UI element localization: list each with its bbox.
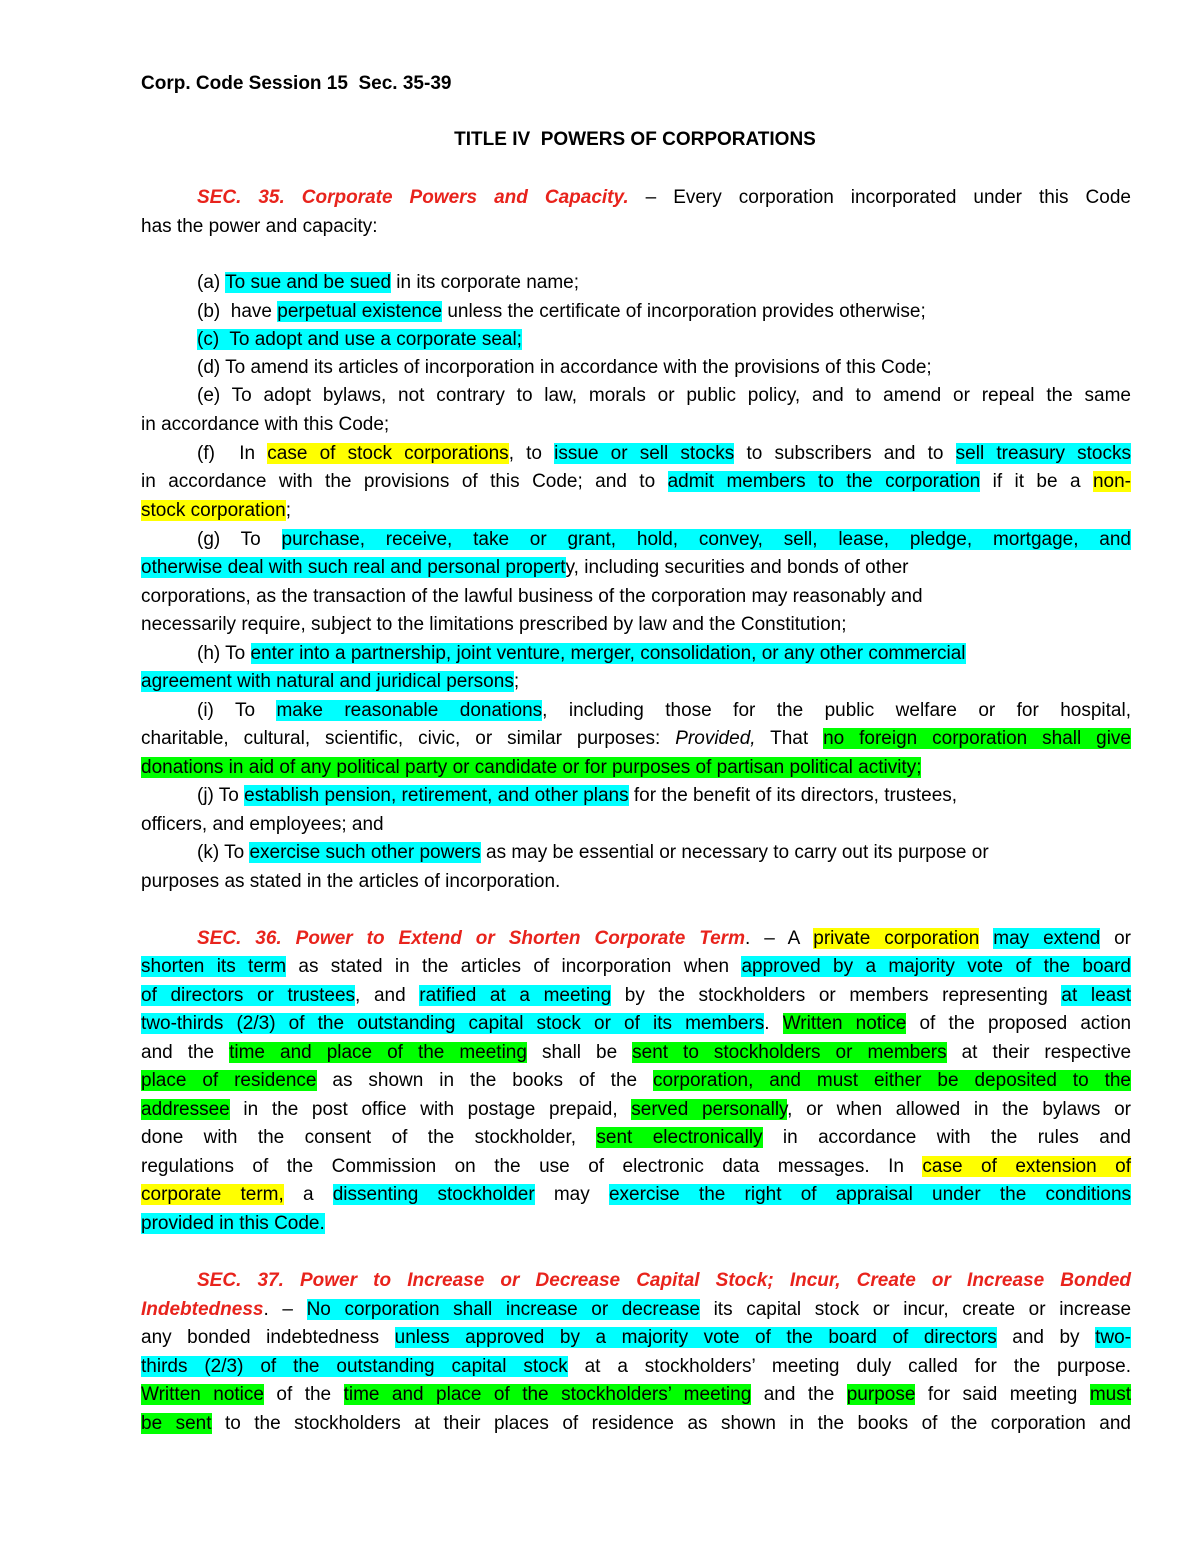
text-line (141, 497, 291, 525)
text-line (197, 184, 1131, 212)
text-segment: may (534, 1184, 609, 1205)
text-line (141, 1381, 1131, 1409)
highlighted-text: two- (1095, 1327, 1131, 1348)
section-heading: SEC. 36. Power to Extend or Shorten Corporate Term (197, 928, 745, 949)
text-segment: , or when allowed in the bylaws or (787, 1099, 1131, 1120)
highlighted-text: may extend (993, 928, 1101, 949)
text-segment: and by (996, 1327, 1096, 1348)
text-segment: for said meeting (915, 1384, 1090, 1405)
section-heading: SEC. 35. Corporate Powers and Capacity. (197, 187, 629, 208)
highlighted-text: enter into a partnership, joint venture, merger, consolidation, or any other commercial (250, 643, 966, 664)
text-segment: (b) have (197, 301, 278, 322)
highlighted-text: non- (1092, 471, 1131, 492)
text-segment: necessarily require, subject to the limitations prescribed by law and the Constitution; (141, 614, 847, 635)
highlighted-text: served personally (631, 1099, 788, 1120)
text-line (141, 668, 519, 696)
highlighted-text: To sue and be sued (225, 272, 392, 293)
text-segment: unless the certificate of incorporation provides otherwise; (442, 301, 926, 322)
highlighted-text: dissenting stockholder (332, 1184, 535, 1205)
text-segment: if it be a (980, 471, 1093, 492)
text-segment: by the stockholders or members representing (611, 985, 1062, 1006)
text-line (197, 269, 579, 297)
text-segment: , and (355, 985, 420, 1006)
text-segment: as stated in the articles of incorporation when (286, 956, 742, 977)
highlighted-text: (c) To adopt and use a corporate seal; (197, 329, 522, 350)
text-segment: ; (285, 500, 291, 521)
text-segment: of the (263, 1384, 344, 1405)
highlighted-text: sent to stockholders or members (632, 1042, 947, 1063)
text-line (141, 611, 846, 639)
text-line (197, 839, 989, 867)
text-segment: for the benefit of its directors, trustees, (628, 785, 958, 806)
highlighted-text: must (1089, 1384, 1131, 1405)
highlighted-text: sent electronically (596, 1127, 763, 1148)
text-segment: (h) To (197, 643, 251, 664)
text-line (197, 640, 966, 668)
highlighted-text: Written notice (141, 1384, 264, 1405)
text-segment: (g) To (197, 529, 282, 550)
highlighted-text: establish pension, retirement, and other plans (244, 785, 629, 806)
text-segment: (i) To (197, 700, 277, 721)
highlighted-text: time and place of the stockholders’ meeting (343, 1384, 752, 1405)
section-heading: SEC. 37. Power to Increase or Decrease Capital Stock; Incur, Create or Increase Bonded (197, 1270, 1131, 1291)
text-line (197, 354, 932, 382)
text-segment: to subscribers and to (734, 443, 956, 464)
text-segment: (a) (197, 272, 226, 293)
highlighted-text: provided in this Code. (141, 1213, 325, 1234)
text-segment: That (755, 728, 824, 749)
highlighted-text: exercise the right of appraisal under the conditions (608, 1184, 1132, 1205)
highlighted-text: perpetual existence (277, 301, 443, 322)
text-segment: as may be essential or necessary to carry out its purpose or (480, 842, 989, 863)
text-line (141, 725, 1131, 753)
text-segment: purposes as stated in the articles of incorporation. (141, 871, 561, 892)
text-segment: or (1100, 928, 1131, 949)
highlighted-text: issue or sell stocks (554, 443, 735, 464)
highlighted-text: sell treasury stocks (955, 443, 1131, 464)
text-line (141, 468, 1131, 496)
highlighted-text: purchase, receive, take or grant, hold, convey, sell, lease, pledge, mortgage, and (281, 529, 1131, 550)
text-line (141, 583, 923, 611)
highlighted-text: corporation, and must either be deposited to the (653, 1070, 1131, 1091)
text-segment: . – (263, 1299, 307, 1320)
text-segment: in its corporate name; (391, 272, 580, 293)
highlighted-text: agreement with natural and juridical persons (141, 671, 514, 692)
text-line (141, 1096, 1131, 1124)
highlighted-text: time and place of the meeting (229, 1042, 527, 1063)
highlighted-text: No corporation shall increase or decrease (306, 1299, 700, 1320)
highlighted-text: at least (1061, 985, 1131, 1006)
text-segment: . (764, 1013, 783, 1034)
text-line (141, 1153, 1131, 1181)
text-segment: , to (508, 443, 555, 464)
text-line (141, 1124, 1131, 1152)
highlighted-text: two-thirds (2/3) of the outstanding capital stock or of its members (141, 1013, 765, 1034)
text-segment: as shown in the books of the (316, 1070, 654, 1091)
text-segment: and the (751, 1384, 847, 1405)
text-line (141, 982, 1131, 1010)
text-segment: has the power and capacity: (141, 216, 378, 237)
text-line (141, 411, 389, 439)
text-segment: . – A (744, 928, 814, 949)
highlighted-text: case of stock corporations (267, 443, 509, 464)
text-line (141, 213, 378, 241)
highlighted-text: otherwise deal with such real and personal propert (141, 557, 566, 578)
text-line (141, 1181, 1131, 1209)
text-line (197, 298, 926, 326)
text-segment: Provided, (675, 728, 756, 749)
text-segment: (f) In (197, 443, 268, 464)
text-segment: regulations of the Commission on the use of electronic data messages. In (141, 1156, 923, 1177)
text-segment: in accordance with this Code; (141, 414, 390, 435)
text-segment: at a stockholders’ meeting duly called for the purpose. (567, 1356, 1131, 1377)
text-line (141, 1324, 1131, 1352)
highlighted-text: corporate term, (141, 1184, 284, 1205)
text-line (141, 1296, 1131, 1324)
highlighted-text: make reasonable donations (276, 700, 543, 721)
text-segment: to the stockholders at their places of residence as shown in the books of the corporation and (211, 1413, 1131, 1434)
text-segment: (j) To (197, 785, 245, 806)
text-segment: (e) To adopt bylaws, not contrary to law, morals or public policy, and to amend or repeal the same (197, 385, 1131, 406)
text-line (141, 811, 384, 839)
text-segment: in the post office with postage prepaid, (229, 1099, 632, 1120)
text-segment: officers, and employees; and (141, 814, 384, 835)
text-line (197, 382, 1131, 410)
text-segment: shall be (526, 1042, 633, 1063)
text-line (141, 1210, 325, 1238)
section-heading: Indebtedness (141, 1299, 264, 1320)
highlighted-text: private corporation (813, 928, 980, 949)
text-line (197, 697, 1131, 725)
text-segment (979, 928, 993, 949)
text-segment: corporations, as the transaction of the lawful business of the corporation may reasonably and (141, 586, 923, 607)
text-segment: at their respective (946, 1042, 1132, 1063)
text-segment: its capital stock or incur, create or increase (699, 1299, 1132, 1320)
text-line (141, 953, 1131, 981)
text-line (197, 925, 1131, 953)
highlighted-text: Written notice (782, 1013, 907, 1034)
highlighted-text: ratified at a meeting (419, 985, 612, 1006)
highlighted-text: purpose (846, 1384, 916, 1405)
document-header: Corp. Code Session 15 Sec. 35-39 (141, 73, 452, 94)
text-segment: in accordance with the rules and (762, 1127, 1131, 1148)
text-segment: ; (513, 671, 520, 692)
text-segment: , including those for the public welfare or for hospital, (542, 700, 1131, 721)
text-line (141, 1039, 1131, 1067)
text-line (197, 326, 522, 354)
highlighted-text: place of residence (141, 1070, 317, 1091)
highlighted-text: shorten its term (141, 956, 287, 977)
highlighted-text: case of extension of (922, 1156, 1131, 1177)
text-line (197, 526, 1131, 554)
text-segment: y, including securities and bonds of other (565, 557, 909, 578)
text-segment: and the (141, 1042, 230, 1063)
highlighted-text: admit members to the corporation (667, 471, 981, 492)
text-segment: (d) To amend its articles of incorporation in accordance with the provisions of this Code; (197, 357, 932, 378)
highlighted-text: unless approved by a majority vote of the board of directors (394, 1327, 997, 1348)
text-segment: in accordance with the provisions of this Code; and to (141, 471, 668, 492)
highlighted-text: addressee (141, 1099, 230, 1120)
text-segment: (k) To (197, 842, 250, 863)
highlighted-text: stock corporation (141, 500, 286, 521)
text-line (197, 440, 1131, 468)
text-line (141, 1410, 1131, 1438)
text-segment: of the proposed action (906, 1013, 1132, 1034)
text-segment: – Every corporation incorporated under this Code (628, 187, 1131, 208)
text-line (141, 868, 560, 896)
highlighted-text: donations in aid of any political party or candidate or for purposes of partisan political activity; (141, 757, 922, 778)
text-line (141, 1067, 1131, 1095)
text-segment: any bonded indebtedness (141, 1327, 395, 1348)
highlighted-text: be sent (141, 1413, 212, 1434)
document-title: TITLE IV POWERS OF CORPORATIONS (454, 129, 816, 150)
highlighted-text: of directors or trustees (141, 985, 356, 1006)
highlighted-text: approved by a majority vote of the board (741, 956, 1131, 977)
text-line (141, 1353, 1131, 1381)
text-line (141, 554, 909, 582)
text-segment: a (283, 1184, 333, 1205)
highlighted-text: no foreign corporation shall give (823, 728, 1132, 749)
text-segment: done with the consent of the stockholder, (141, 1127, 597, 1148)
highlighted-text: thirds (2/3) of the outstanding capital stock (141, 1356, 568, 1377)
text-line (197, 1267, 1131, 1295)
text-segment: charitable, cultural, scientific, civic, or similar purposes: (141, 728, 676, 749)
highlighted-text: exercise such other powers (249, 842, 481, 863)
text-line (141, 1010, 1131, 1038)
text-line (141, 754, 921, 782)
text-line (197, 782, 957, 810)
